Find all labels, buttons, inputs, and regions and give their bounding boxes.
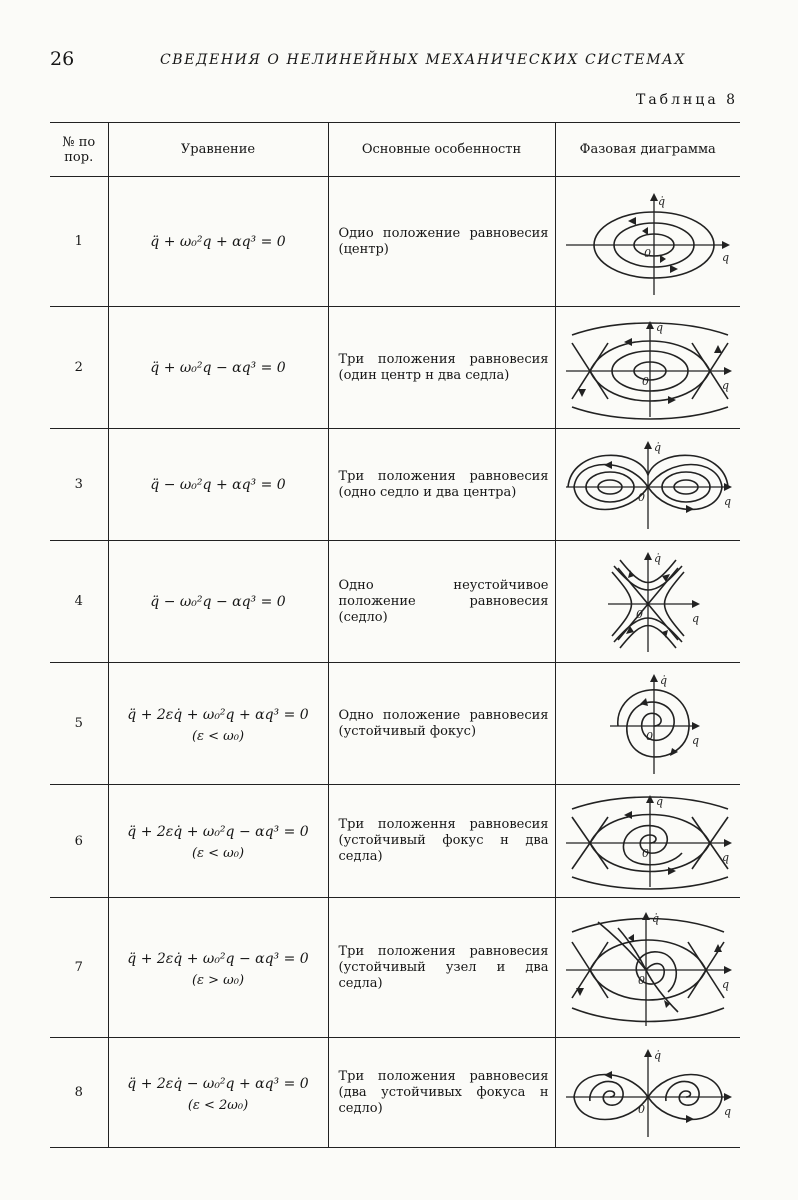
axis-label-q: q (723, 494, 731, 508)
row-number: 1 (50, 177, 108, 307)
axis-label-qdot: q̇ (655, 795, 663, 808)
table-row (50, 177, 740, 307)
equation-cell (108, 785, 328, 898)
equation: q̈ − ω₀²q − αq³ = 0 (150, 593, 286, 610)
row-number: 2 (50, 307, 108, 429)
axis-label-q: q (691, 733, 699, 747)
row-number: 6 (50, 785, 108, 898)
axis-label-qdot: q̇ (653, 551, 661, 565)
origin-label: 0 (645, 729, 653, 743)
table-row (50, 785, 740, 898)
table-row (50, 541, 740, 663)
row-number: 5 (50, 663, 108, 785)
table-header-row (50, 123, 740, 177)
row-number: 8 (50, 1038, 108, 1148)
table-row (50, 429, 740, 541)
origin-label: 0 (637, 490, 645, 504)
focus-two-saddles-portrait-icon (558, 789, 738, 893)
running-title: СВЕДЕНИЯ О НЕЛИНЕЙНЫХ МЕХАНИЧЕСКИХ СИСТЕМАХ (160, 52, 686, 68)
origin-label: 0 (643, 246, 651, 260)
table-8 (50, 122, 740, 1148)
row-number: 7 (50, 898, 108, 1038)
features-cell: Одио положение равновесия (центр) (328, 177, 555, 307)
features-cell: Три положення равновесия (устойчивый фокус н два седла) (328, 785, 555, 898)
equation-cell (108, 1038, 328, 1148)
node-two-saddles-portrait-icon (558, 904, 738, 1032)
equation-cell (108, 177, 328, 307)
equation: q̈ + 2εq̇ + ω₀²q − αq³ = 0 (127, 824, 309, 840)
center-two-saddles-portrait-icon (558, 313, 738, 423)
saddle-two-centers-portrait-icon (558, 435, 738, 535)
axis-label-q: q (691, 611, 699, 625)
diagram-cell (555, 307, 740, 429)
table-row (50, 1038, 740, 1148)
diagram-cell (555, 177, 740, 307)
equation: q̈ + ω₀²q − αq³ = 0 (150, 359, 286, 376)
axis-label-qdot: q̇ (653, 440, 661, 454)
axis-label-q: q (721, 851, 729, 864)
axis-label-qdot: q̇ (657, 194, 665, 208)
equation-cell (108, 898, 328, 1038)
page-number: 26 (50, 48, 75, 70)
two-foci-saddle-portrait-icon (558, 1043, 738, 1143)
equation-condition: (ε > ω₀) (191, 972, 245, 988)
equation: q̈ + 2εq̇ − ω₀²q + αq³ = 0 (127, 1075, 309, 1092)
diagram-cell (555, 1038, 740, 1148)
equation-cell (108, 663, 328, 785)
table-row (50, 307, 740, 429)
table-caption: Таблнца 8 (636, 92, 739, 108)
center-phase-portrait-icon (558, 183, 738, 301)
row-number: 3 (50, 429, 108, 541)
equation: q̈ + 2εq̇ + ω₀²q + αq³ = 0 (127, 706, 309, 723)
header-features: Основные особенностн (328, 123, 555, 177)
table-row (50, 663, 740, 785)
stable-focus-portrait-icon (558, 668, 738, 780)
equation: q̈ + 2εq̇ + ω₀²q − αq³ = 0 (127, 950, 309, 967)
equation-cell (108, 429, 328, 541)
features-cell: Одно неустойчивое положение равновесия (седло) (328, 541, 555, 663)
equation-condition: (ε < ω₀) (191, 728, 245, 744)
equation: q̈ + ω₀²q + αq³ = 0 (150, 233, 286, 250)
diagram-cell (555, 663, 740, 785)
axis-label-qdot: q̇ (653, 1048, 661, 1062)
header-equation: Уравнение (108, 123, 328, 177)
axis-label-qdot: q̇ (651, 911, 659, 925)
equation-cell (108, 307, 328, 429)
features-cell: Три положения равновесия (два устойчивых фокуса н седло) (328, 1038, 555, 1148)
row-number: 4 (50, 541, 108, 663)
origin-label: 0 (641, 847, 649, 860)
header-diagram: Фазовая диаграмма (555, 123, 740, 177)
origin-label: 0 (637, 973, 645, 987)
features-cell: Три положения равновесия (одно седло и два центра) (328, 429, 555, 541)
diagram-cell (555, 429, 740, 541)
equation-cell (108, 541, 328, 663)
equation-condition: (ε < 2ω₀) (187, 1097, 249, 1113)
header-num: № по пор. (50, 123, 108, 177)
axis-label-q: q (721, 977, 729, 991)
axis-label-q: q (721, 378, 729, 392)
features-cell: Одно положение равновесия (устойчивый фокус) (328, 663, 555, 785)
features-cell: Три положения равновесия (устойчивый узел и два седла) (328, 898, 555, 1038)
saddle-portrait-icon (558, 546, 738, 658)
axis-label-q: q (723, 1104, 731, 1118)
axis-label-qdot: q̇ (659, 673, 667, 687)
diagram-cell (555, 898, 740, 1038)
equation: q̈ − ω₀²q + αq³ = 0 (150, 476, 286, 493)
diagram-cell (555, 785, 740, 898)
axis-label-q: q (721, 250, 729, 264)
origin-label: 0 (641, 374, 649, 388)
table-row (50, 898, 740, 1038)
features-cell: Три положения равновесия (один центр н два седла) (328, 307, 555, 429)
axis-label-qdot: q̇ (655, 320, 663, 334)
origin-label: 0 (635, 607, 643, 621)
equation-condition: (ε < ω₀) (191, 846, 245, 861)
origin-label: 0 (637, 1102, 645, 1116)
diagram-cell (555, 541, 740, 663)
